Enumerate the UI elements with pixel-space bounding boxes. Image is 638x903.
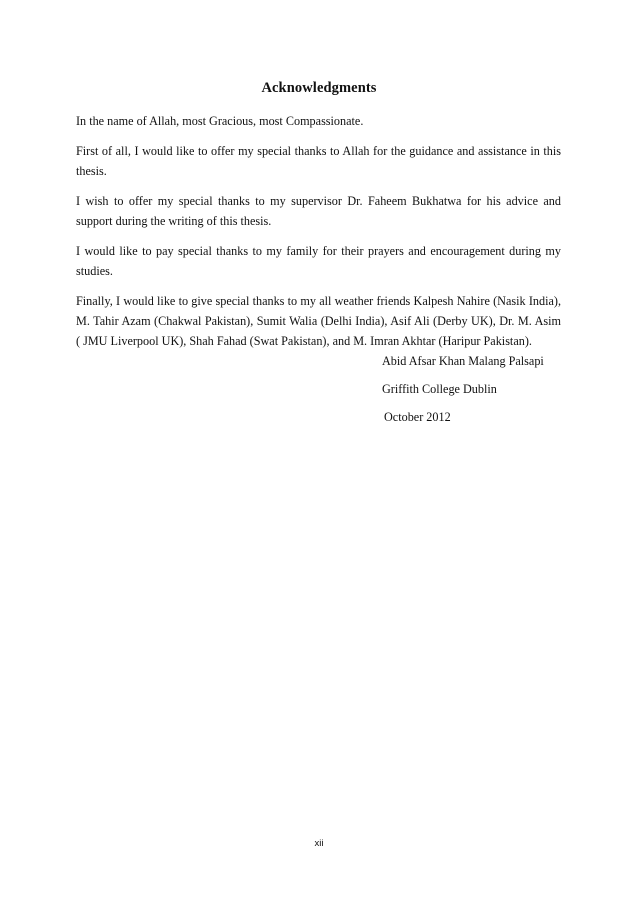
author-name: Abid Afsar Khan Malang Palsapi [382,354,544,368]
paragraph-opening: In the name of Allah, most Gracious, most Compassionate. [76,114,364,128]
page-number: xii [314,838,324,849]
paragraph-thanks-supervisor: I wish to offer my special thanks to my supervisor Dr. Faheem Bukhatwa for his advice and support during the writing of this thesis. [76,194,561,228]
paragraph-thanks-family: I would like to pay special thanks to my family for their prayers and encouragement during my studies. [76,244,561,278]
page-title: Acknowledgments [261,80,377,96]
paragraph-thanks-friends: Finally, I would like to give special thanks to my all weather friends Kalpesh Nahire (Nasik India), M. Tahir Azam (Chakwal Pakistan), Sumit Walia (Delhi India), Asif Ali (Derby UK), Dr. M. Asim ( JMU Liverpool UK), Shah Fahad (Swat Pakistan), and M. Imran Akhtar (Haripur Pakistan). [76,294,561,348]
signature-block [382,351,544,435]
signature-date: October 2012 [384,410,451,424]
paragraph-thanks-allah: First of all, I would like to offer my special thanks to Allah for the guidance and assistance in this thesis. [76,144,561,178]
acknowledgment-body [76,111,561,361]
author-institution: Griffith College Dublin [382,382,497,396]
